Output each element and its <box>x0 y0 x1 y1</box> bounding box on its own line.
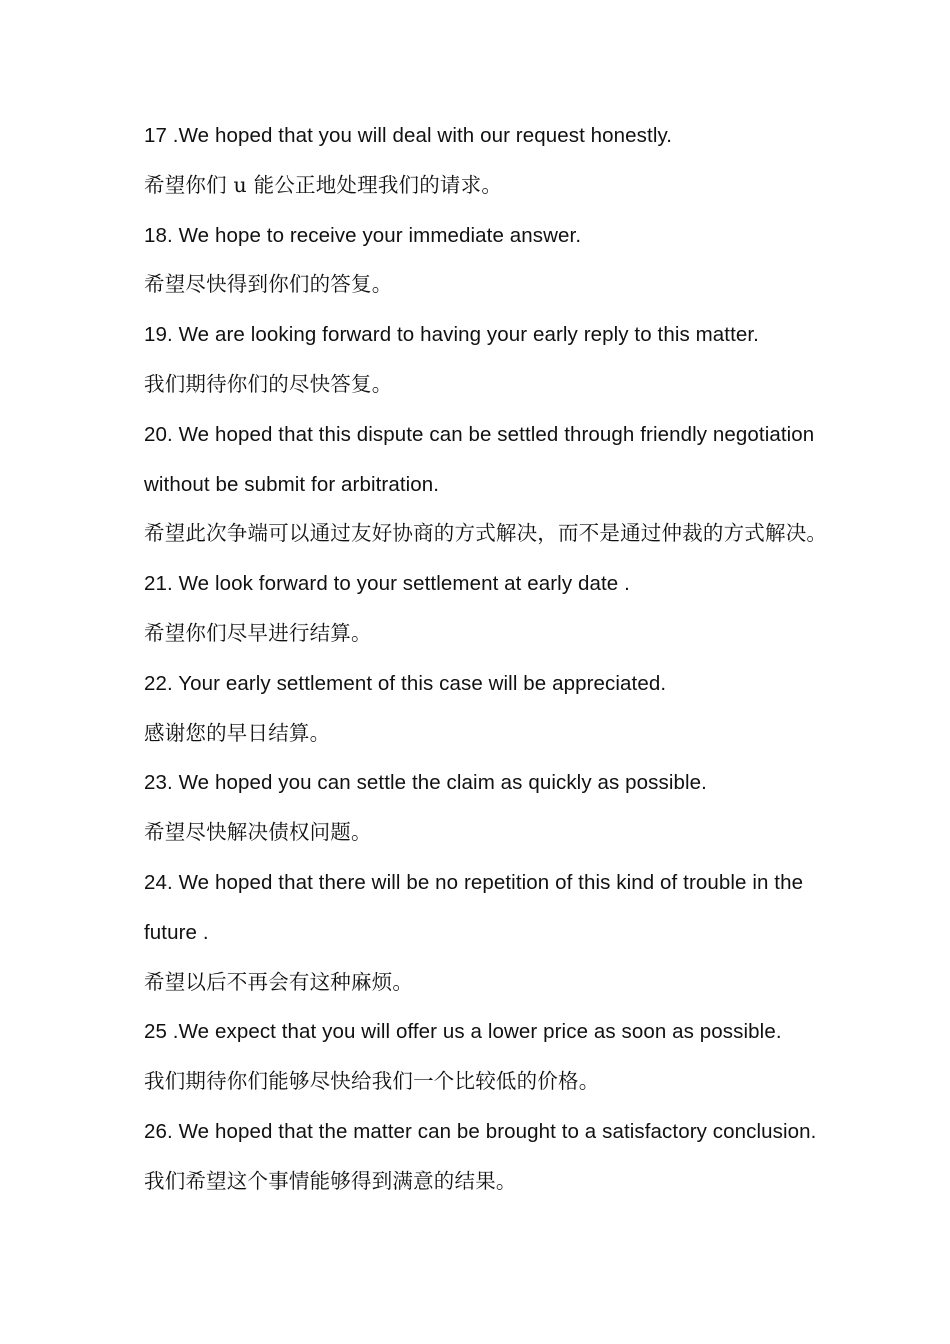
document-body <box>144 111 904 1207</box>
sentence-24-en-line-2: future . <box>144 920 209 944</box>
sentence-25-zh: 我们期待你们能够尽快给我们一个比较低的价格。 <box>144 1069 600 1094</box>
sentence-26-en: 26. We hoped that the matter can be brought to a satisfactory conclusion. <box>144 1119 817 1143</box>
sentence-20-zh: 希望此次争端可以通过友好协商的方式解决，而不是通过仲裁的方式解决。 <box>144 521 828 546</box>
sentence-25-en: 25 .We expect that you will offer us a lower price as soon as possible. <box>144 1020 782 1044</box>
sentence-21-en: 21. We look forward to your settlement at early date . <box>144 572 630 596</box>
sentence-22-en: 22. Your early settlement of this case will be appreciated. <box>144 671 667 695</box>
sentence-17-en: 17 .We hoped that you will deal with our request honestly. <box>144 124 673 147</box>
sentence-19-en: 19. We are looking forward to having your early reply to this matter. <box>144 323 759 347</box>
sentence-26-zh: 我们希望这个事情能够得到满意的结果。 <box>144 1168 517 1193</box>
sentence-22-zh: 感谢您的早日结算。 <box>144 720 331 745</box>
sentence-23-zh: 希望尽快解决债权问题。 <box>144 820 372 845</box>
sentence-17-zh: 希望你们 u 能公正地处理我们的请求。 <box>144 172 503 197</box>
sentence-20-en-line-1: 20. We hoped that this dispute can be settled through friendly negotiation <box>144 422 815 446</box>
sentence-20-en-line-2: without be submit for arbitration. <box>144 472 440 496</box>
sentence-24-en-line-1: 24. We hoped that there will be no repetition of this kind of trouble in the <box>144 870 804 894</box>
sentence-21-zh: 希望你们尽早进行结算。 <box>144 620 372 645</box>
sentence-18-en: 18. We hope to receive your immediate answer. <box>144 223 582 247</box>
sentence-18-zh: 希望尽快得到你们的答复。 <box>144 272 393 297</box>
sentence-24-zh: 希望以后不再会有这种麻烦。 <box>144 969 414 994</box>
sentence-19-zh: 我们期待你们的尽快答复。 <box>144 371 393 396</box>
sentence-23-en: 23. We hoped you can settle the claim as quickly as possible. <box>144 771 707 795</box>
